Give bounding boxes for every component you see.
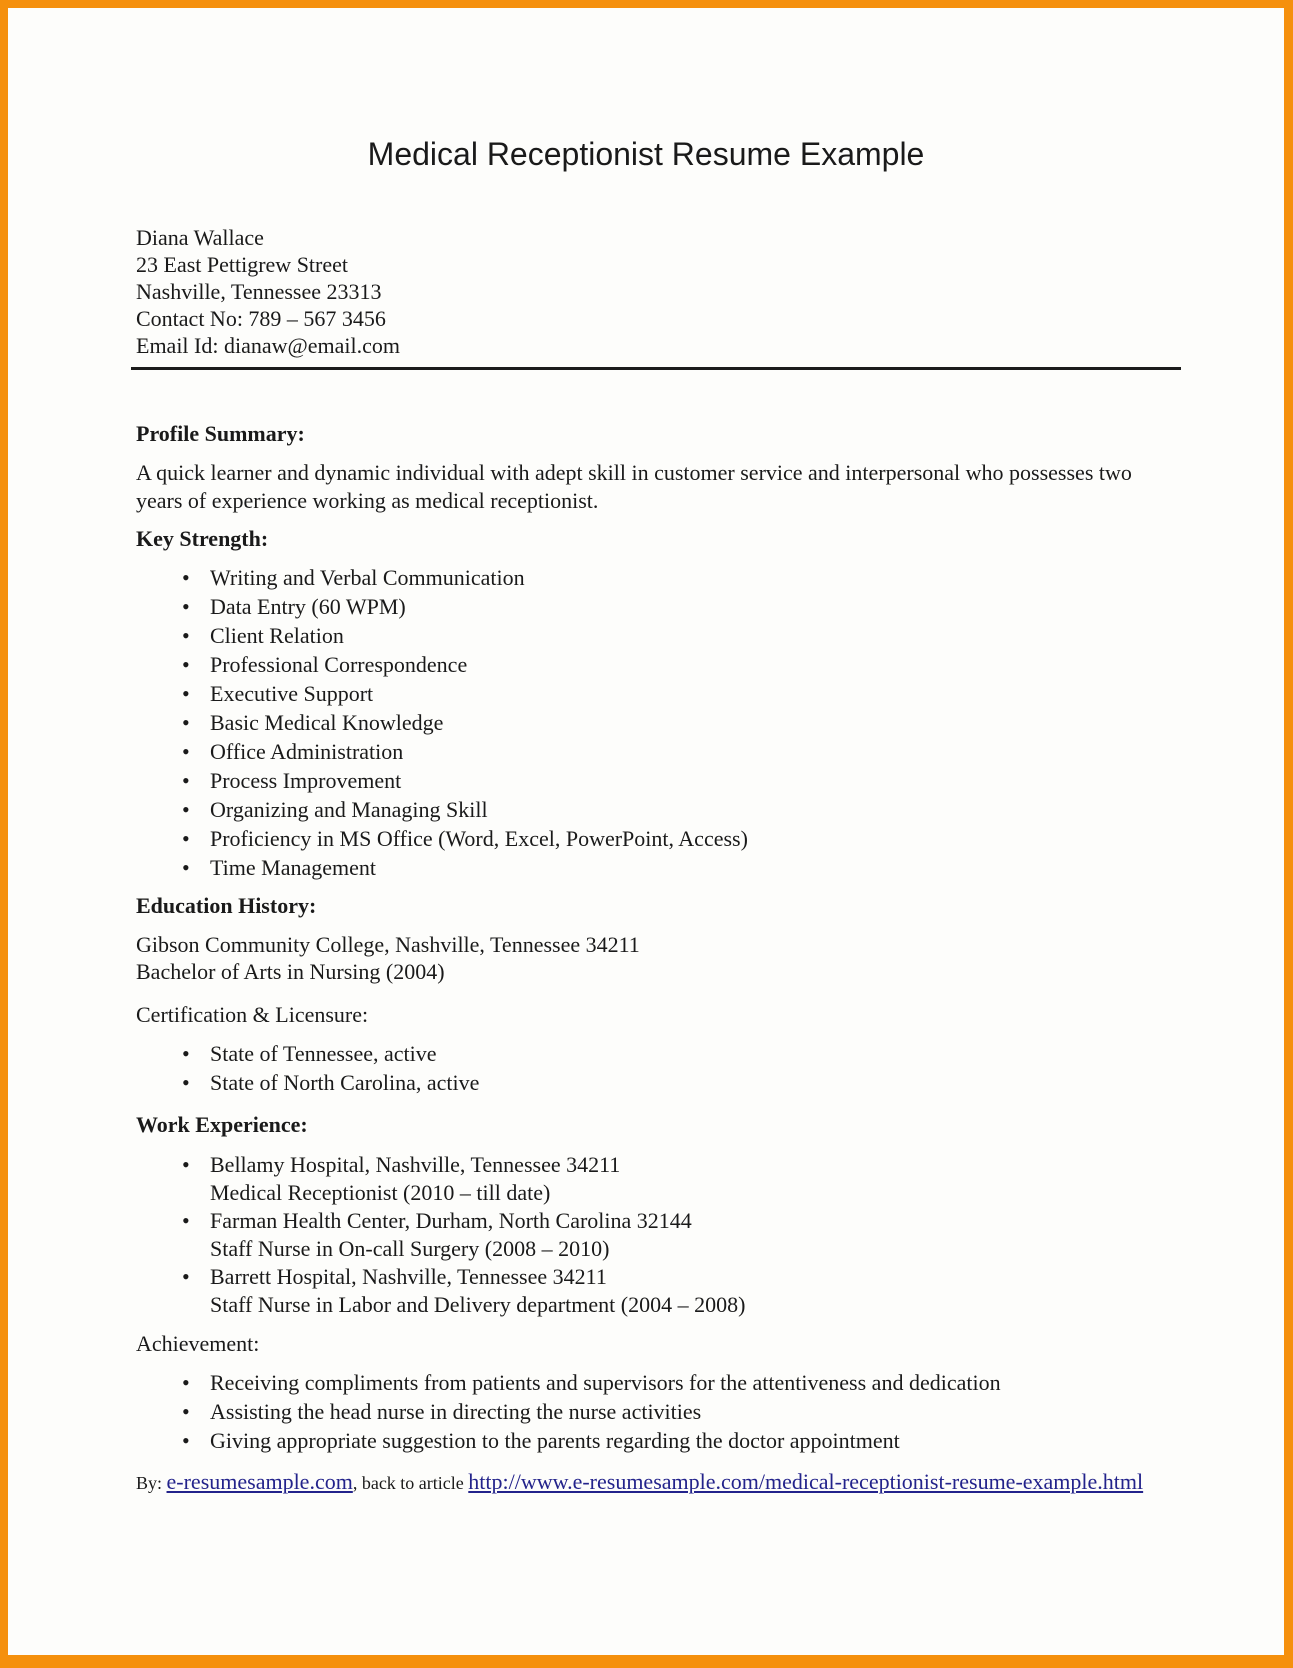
contact-email: Email Id: dianaw@email.com — [136, 333, 401, 358]
key-strength-item — [210, 708, 1182, 737]
education-block — [136, 931, 1182, 985]
achievement-list — [136, 1368, 1182, 1455]
education-heading: Education History: — [136, 893, 317, 918]
profile-summary-heading: Profile Summary: — [136, 421, 305, 446]
document-title: Medical Receptionist Resume Example — [367, 136, 925, 172]
work-experience-list — [136, 1151, 1182, 1319]
key-strength-item — [210, 621, 1182, 650]
work-employer-line: • Barrett Hospital, Nashville, Tennessee 34211 — [210, 1264, 607, 1289]
key-strength-list — [136, 563, 1182, 882]
contact-street: 23 East Pettigrew Street — [136, 252, 349, 277]
contact-city: Nashville, Tennessee 23313 — [136, 279, 382, 304]
document-body — [136, 224, 1182, 1497]
footer-by-text: By: — [136, 1473, 167, 1493]
certification-item — [210, 1039, 1182, 1068]
achievement-item — [210, 1426, 1182, 1455]
education-degree: Bachelor of Arts in Nursing (2004) — [136, 959, 445, 984]
achievement-item-text: Assisting the head nurse in directing the nurse activities — [210, 1399, 702, 1424]
divider-rule — [131, 367, 1181, 370]
footer-attribution — [136, 1468, 1182, 1497]
key-strength-item — [210, 592, 1182, 621]
work-employer-line: • Farman Health Center, Durham, North Carolina 32144 — [210, 1208, 692, 1233]
key-strength-item — [210, 795, 1182, 824]
key-strength-item-text: Time Management — [210, 855, 376, 880]
key-strength-item — [210, 679, 1182, 708]
achievement-item — [210, 1397, 1182, 1426]
work-experience-item — [210, 1151, 1182, 1207]
key-strength-item-text: Basic Medical Knowledge — [210, 710, 444, 735]
site-link[interactable]: e-resumesample.com — [166, 1469, 353, 1494]
key-strength-item-text: Client Relation — [210, 623, 344, 648]
contact-phone: Contact No: 789 – 567 3456 — [136, 306, 386, 331]
achievement-item-text: Giving appropriate suggestion to the parents regarding the doctor appointment — [210, 1428, 900, 1453]
key-strength-item-text: Proficiency in MS Office (Word, Excel, PowerPoint, Access) — [210, 826, 748, 851]
certification-item-text: State of North Carolina, active — [210, 1070, 480, 1095]
key-strength-item — [210, 650, 1182, 679]
achievement-heading: Achievement: — [136, 1331, 260, 1356]
key-strength-item — [210, 737, 1182, 766]
key-strength-item-text: Organizing and Managing Skill — [210, 797, 488, 822]
work-experience-item — [210, 1263, 1182, 1319]
work-role-line: Staff Nurse in Labor and Delivery department (2004 – 2008) — [210, 1292, 746, 1317]
key-strength-item — [210, 766, 1182, 795]
footer-middle-text: , back to article — [352, 1473, 469, 1493]
work-employer-line: • Bellamy Hospital, Nashville, Tennessee 34211 — [210, 1152, 621, 1177]
key-strength-item-text: Executive Support — [210, 681, 374, 706]
achievement-item-text: Receiving compliments from patients and supervisors for the attentiveness and dedication — [210, 1370, 1001, 1395]
contact-block — [136, 224, 1182, 359]
education-school: Gibson Community College, Nashville, Tennessee 34211 — [136, 932, 640, 957]
key-strength-item — [210, 824, 1182, 853]
key-strength-item-text: Office Administration — [210, 739, 404, 764]
certification-list — [136, 1039, 1182, 1097]
key-strength-item-text: Data Entry (60 WPM) — [210, 594, 406, 619]
key-strength-item — [210, 853, 1182, 882]
certification-heading: Certification & Licensure: — [136, 1002, 369, 1027]
key-strength-item-text: Professional Correspondence — [210, 652, 468, 677]
work-experience-item — [210, 1207, 1182, 1263]
certification-item — [210, 1068, 1182, 1097]
key-strength-item-text: Writing and Verbal Communication — [210, 565, 525, 590]
article-link[interactable]: http://www.e-resumesample.com/medical-receptionist-resume-example.html — [468, 1469, 1144, 1494]
achievement-item — [210, 1368, 1182, 1397]
contact-name: Diana Wallace — [136, 225, 264, 250]
work-role-line: Medical Receptionist (2010 – till date) — [210, 1180, 551, 1205]
key-strength-item — [210, 563, 1182, 592]
key-strength-heading: Key Strength: — [136, 526, 269, 551]
profile-summary-text: A quick learner and dynamic individual with adept skill in customer service and interpersonal who possesses two years of experience working as medical receptionist. — [136, 460, 1132, 513]
work-role-line: Staff Nurse in On-call Surgery (2008 – 2010) — [210, 1236, 610, 1261]
certification-item-text: State of Tennessee, active — [210, 1041, 437, 1066]
work-experience-heading: Work Experience: — [136, 1112, 308, 1137]
key-strength-item-text: Process Improvement — [210, 768, 402, 793]
